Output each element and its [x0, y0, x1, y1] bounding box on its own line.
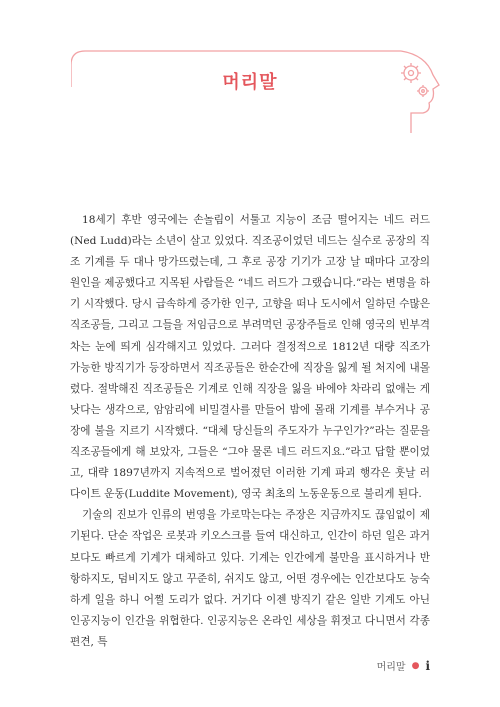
chapter-title: 머리말	[222, 72, 278, 93]
page-footer	[377, 658, 430, 673]
footer-section-label: 머리말	[376, 662, 406, 673]
body-text	[70, 210, 430, 653]
page-number: i	[425, 658, 430, 673]
paragraph: 기술의 진보가 인류의 번영을 가로막는다는 주장은 지금까지도 끊임없이 제기된다. 단순 작업은 로봇과 키오스크를 들여 대신하고, 인간이 하던 일은 과거보다도 빠르게 기계가 대체하고 있다. 기계는 인간에게 불만을 표시하거나 반항하지도, 덤비지도 않고 꾸준히, 쉬지도 않고, 어떤 경우에는 인간보다도 능숙하게 일을 하니 어쩔 도리가 없다. 거기다 이젠 방직기 같은 일반 기계도 아닌 인공지능이 인간을 위협한다. 인공지능은 온라인 세상을 휘젓고 다니면서 각종 편견, 특	[70, 509, 430, 648]
paragraph: 18세기 후반 영국에는 손놀림이 서툴고 지능이 조금 떨어지는 네드 러드(Ned Ludd)라는 소년이 살고 있었다. 직조공이었던 네드는 실수로 공장의 직조 기계를 두 대나 망가뜨렸는데, 그 후로 공장 기기가 고장 날 때마다 고장의 원인을 제공했다고 지목된 사람들은 “네드 러드가 그랬습니다.”라는 변명을 하기 시작했다. 당시 급속하게 증가한 인구, 고향을 떠나 도시에서 일하던 수많은 직조공들, 그리고 그들을 저임금으로 부려먹던 공장주들로 인해 영국의 빈부격차는 눈에 띄게 심각해지고 있었다. 그러다 결정적으로 1812년 대량 직조가 가능한 방직기가 등장하면서 직조공들은 한순간에 직장을 잃게 될 처지에 내몰렸다. 절박해진 직조공들은 기계로 인해 직장을 잃을 바에야 차라리 없애는 게 낫다는 생각으로, 암암리에 비밀결사를 만들어 밤에 몰래 기계를 부수거나 공장에 불을 지르기 시작했다. “대체 당신들의 주도자가 누구인가?”라는 질문을 직조공들에게 해 보았자, 그들은 “그야 물론 네드 러드지요.”라고 답할 뿐이었고, 대략 1897년까지 지속적으로 벌어졌던 이러한 기계 파괴 행각은 훗날 러다이트 운동(Luddite Movement), 영국 최초의 노동운동으로 불리게 된다.	[70, 214, 430, 501]
bullet-dot-icon: ●	[411, 660, 420, 671]
